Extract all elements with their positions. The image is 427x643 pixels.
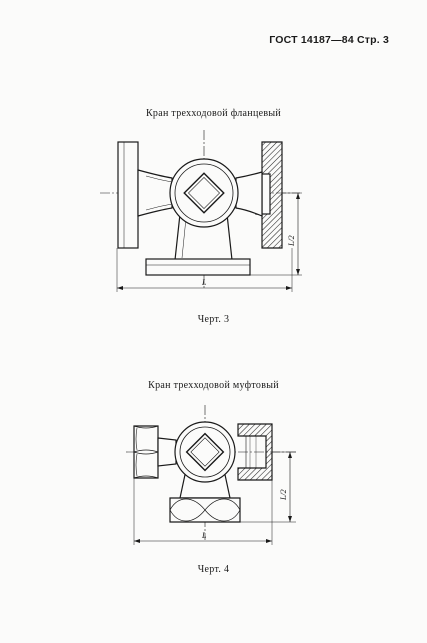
figure2-dim-length: L [202,531,207,540]
left-flange [118,142,138,248]
figure2-title: Кран трехходовой муфтовый [148,380,279,391]
socket-valve-drawing [126,405,296,545]
left-hex-nut [134,426,158,478]
flanged-valve-drawing [100,130,302,292]
page-header: ГОСТ 14187—84 Стр. 3 [269,34,389,46]
figure1-caption: Черт. 3 [197,314,230,325]
base-flange [146,259,250,275]
figure2-dim-half-length: L/2 [279,489,288,500]
figure1-title: Кран трехходовой фланцевый [145,108,282,119]
figure2-caption: Черт. 4 [197,564,230,575]
figure1-dim-half-length: L/2 [287,235,296,246]
figure1-dim-length: L [202,278,207,287]
